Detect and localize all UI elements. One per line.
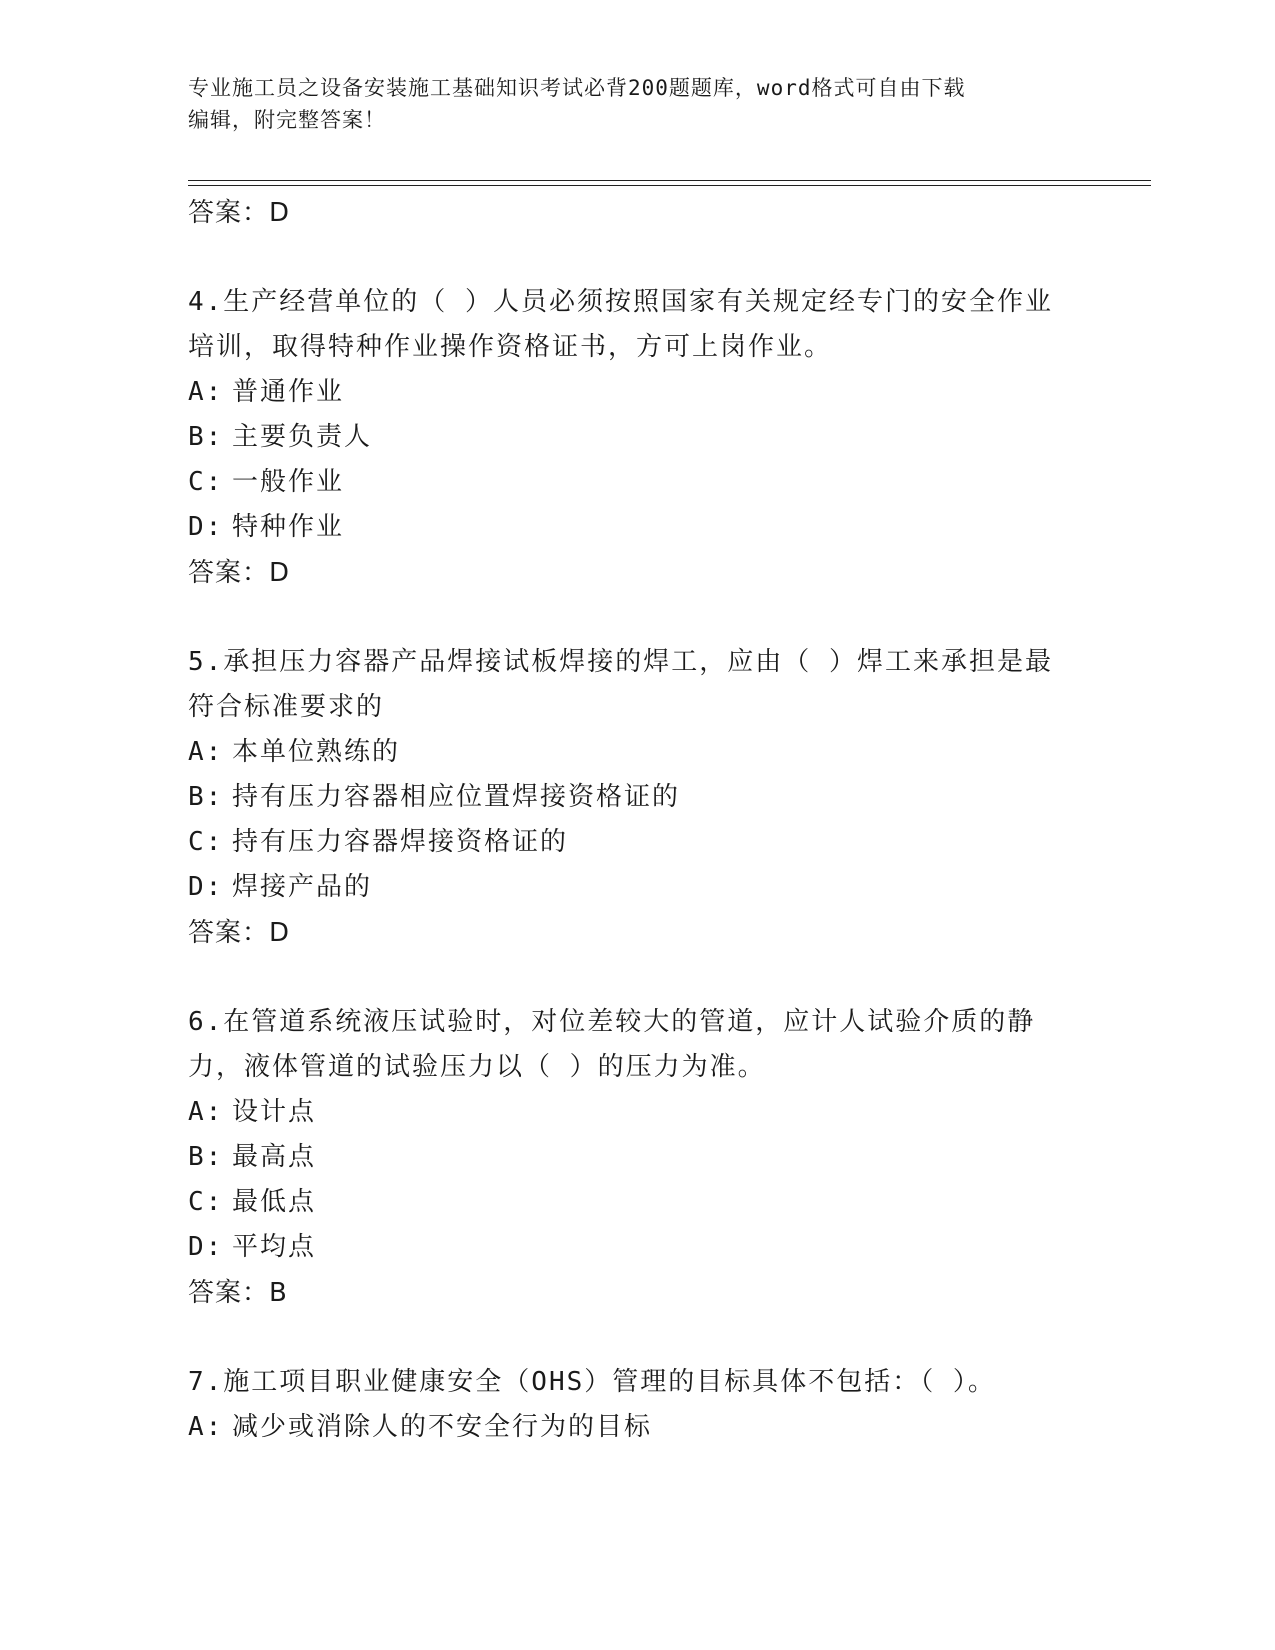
option-text: 持有压力容器相应位置焊接资格证的: [232, 782, 681, 812]
option-letter: C:: [188, 827, 224, 857]
option-text: 焊接产品的: [232, 872, 373, 902]
option-text: 平均点: [232, 1232, 317, 1262]
option-text: 本单位熟练的: [232, 737, 401, 767]
option-letter: A:: [188, 377, 224, 407]
option-text: 最高点: [232, 1142, 317, 1172]
option-item: [188, 415, 1128, 460]
header-rule-bottom: [188, 185, 1151, 186]
option-item: [188, 730, 1128, 775]
answer-line: 答案：D: [188, 198, 291, 228]
option-item: [188, 505, 1128, 550]
option-letter: C:: [188, 1187, 224, 1217]
answer-line: 答案：D: [188, 918, 291, 948]
option-text: 特种作业: [232, 512, 345, 542]
option-letter: D:: [188, 1232, 224, 1262]
document-header: [188, 72, 1068, 136]
option-item: [188, 1180, 1128, 1225]
option-letter: D:: [188, 872, 224, 902]
option-letter: A:: [188, 1412, 224, 1442]
answer-line: 答案：B: [188, 1278, 288, 1308]
option-text: 主要负责人: [232, 422, 373, 452]
option-letter: B:: [188, 422, 224, 452]
option-letter: B:: [188, 782, 224, 812]
question-block: [188, 640, 1128, 956]
option-item: [188, 1225, 1128, 1270]
option-item: [188, 865, 1128, 910]
question-text: 6.在管道系统液压试验时，对位差较大的管道，应计人试验介质的静: [188, 1007, 1036, 1037]
header-rule-top: [188, 180, 1151, 181]
option-text: 持有压力容器焊接资格证的: [232, 827, 569, 857]
option-letter: B:: [188, 1142, 224, 1172]
question-text: 力，液体管道的试验压力以（ ）的压力为准。: [188, 1052, 766, 1082]
question-text: 5.承担压力容器产品焊接试板焊接的焊工，应由（ ）焊工来承担是最: [188, 647, 1053, 677]
question-text: 培训，取得特种作业操作资格证书，方可上岗作业。: [188, 332, 833, 362]
option-letter: D:: [188, 512, 224, 542]
question-block: [188, 1360, 1128, 1450]
question-text: 7.施工项目职业健康安全（OHS）管理的目标具体不包括：（ ）。: [188, 1367, 996, 1397]
option-letter: A:: [188, 1097, 224, 1127]
option-letter: A:: [188, 737, 224, 767]
option-item: [188, 1090, 1128, 1135]
question-block: [188, 280, 1128, 596]
option-text: 设计点: [232, 1097, 317, 1127]
option-item: [188, 820, 1128, 865]
option-item: [188, 775, 1128, 820]
option-text: 减少或消除人的不安全行为的目标: [232, 1412, 653, 1442]
question-text: 4.生产经营单位的（ ）人员必须按照国家有关规定经专门的安全作业: [188, 287, 1053, 317]
option-text: 最低点: [232, 1187, 317, 1217]
question-list: [188, 190, 1128, 1450]
header-line-1: 专业施工员之设备安装施工基础知识考试必背200题题库，word格式可自由下载: [188, 76, 966, 100]
header-line-2: 编辑，附完整答案！: [188, 108, 386, 132]
question-text: 符合标准要求的: [188, 692, 385, 722]
option-item: [188, 1405, 1128, 1450]
option-item: [188, 460, 1128, 505]
question-block: [188, 1000, 1128, 1316]
option-text: 一般作业: [232, 467, 345, 497]
option-item: [188, 1135, 1128, 1180]
option-item: [188, 370, 1128, 415]
option-letter: C:: [188, 467, 224, 497]
option-text: 普通作业: [232, 377, 345, 407]
answer-line: 答案：D: [188, 558, 291, 588]
